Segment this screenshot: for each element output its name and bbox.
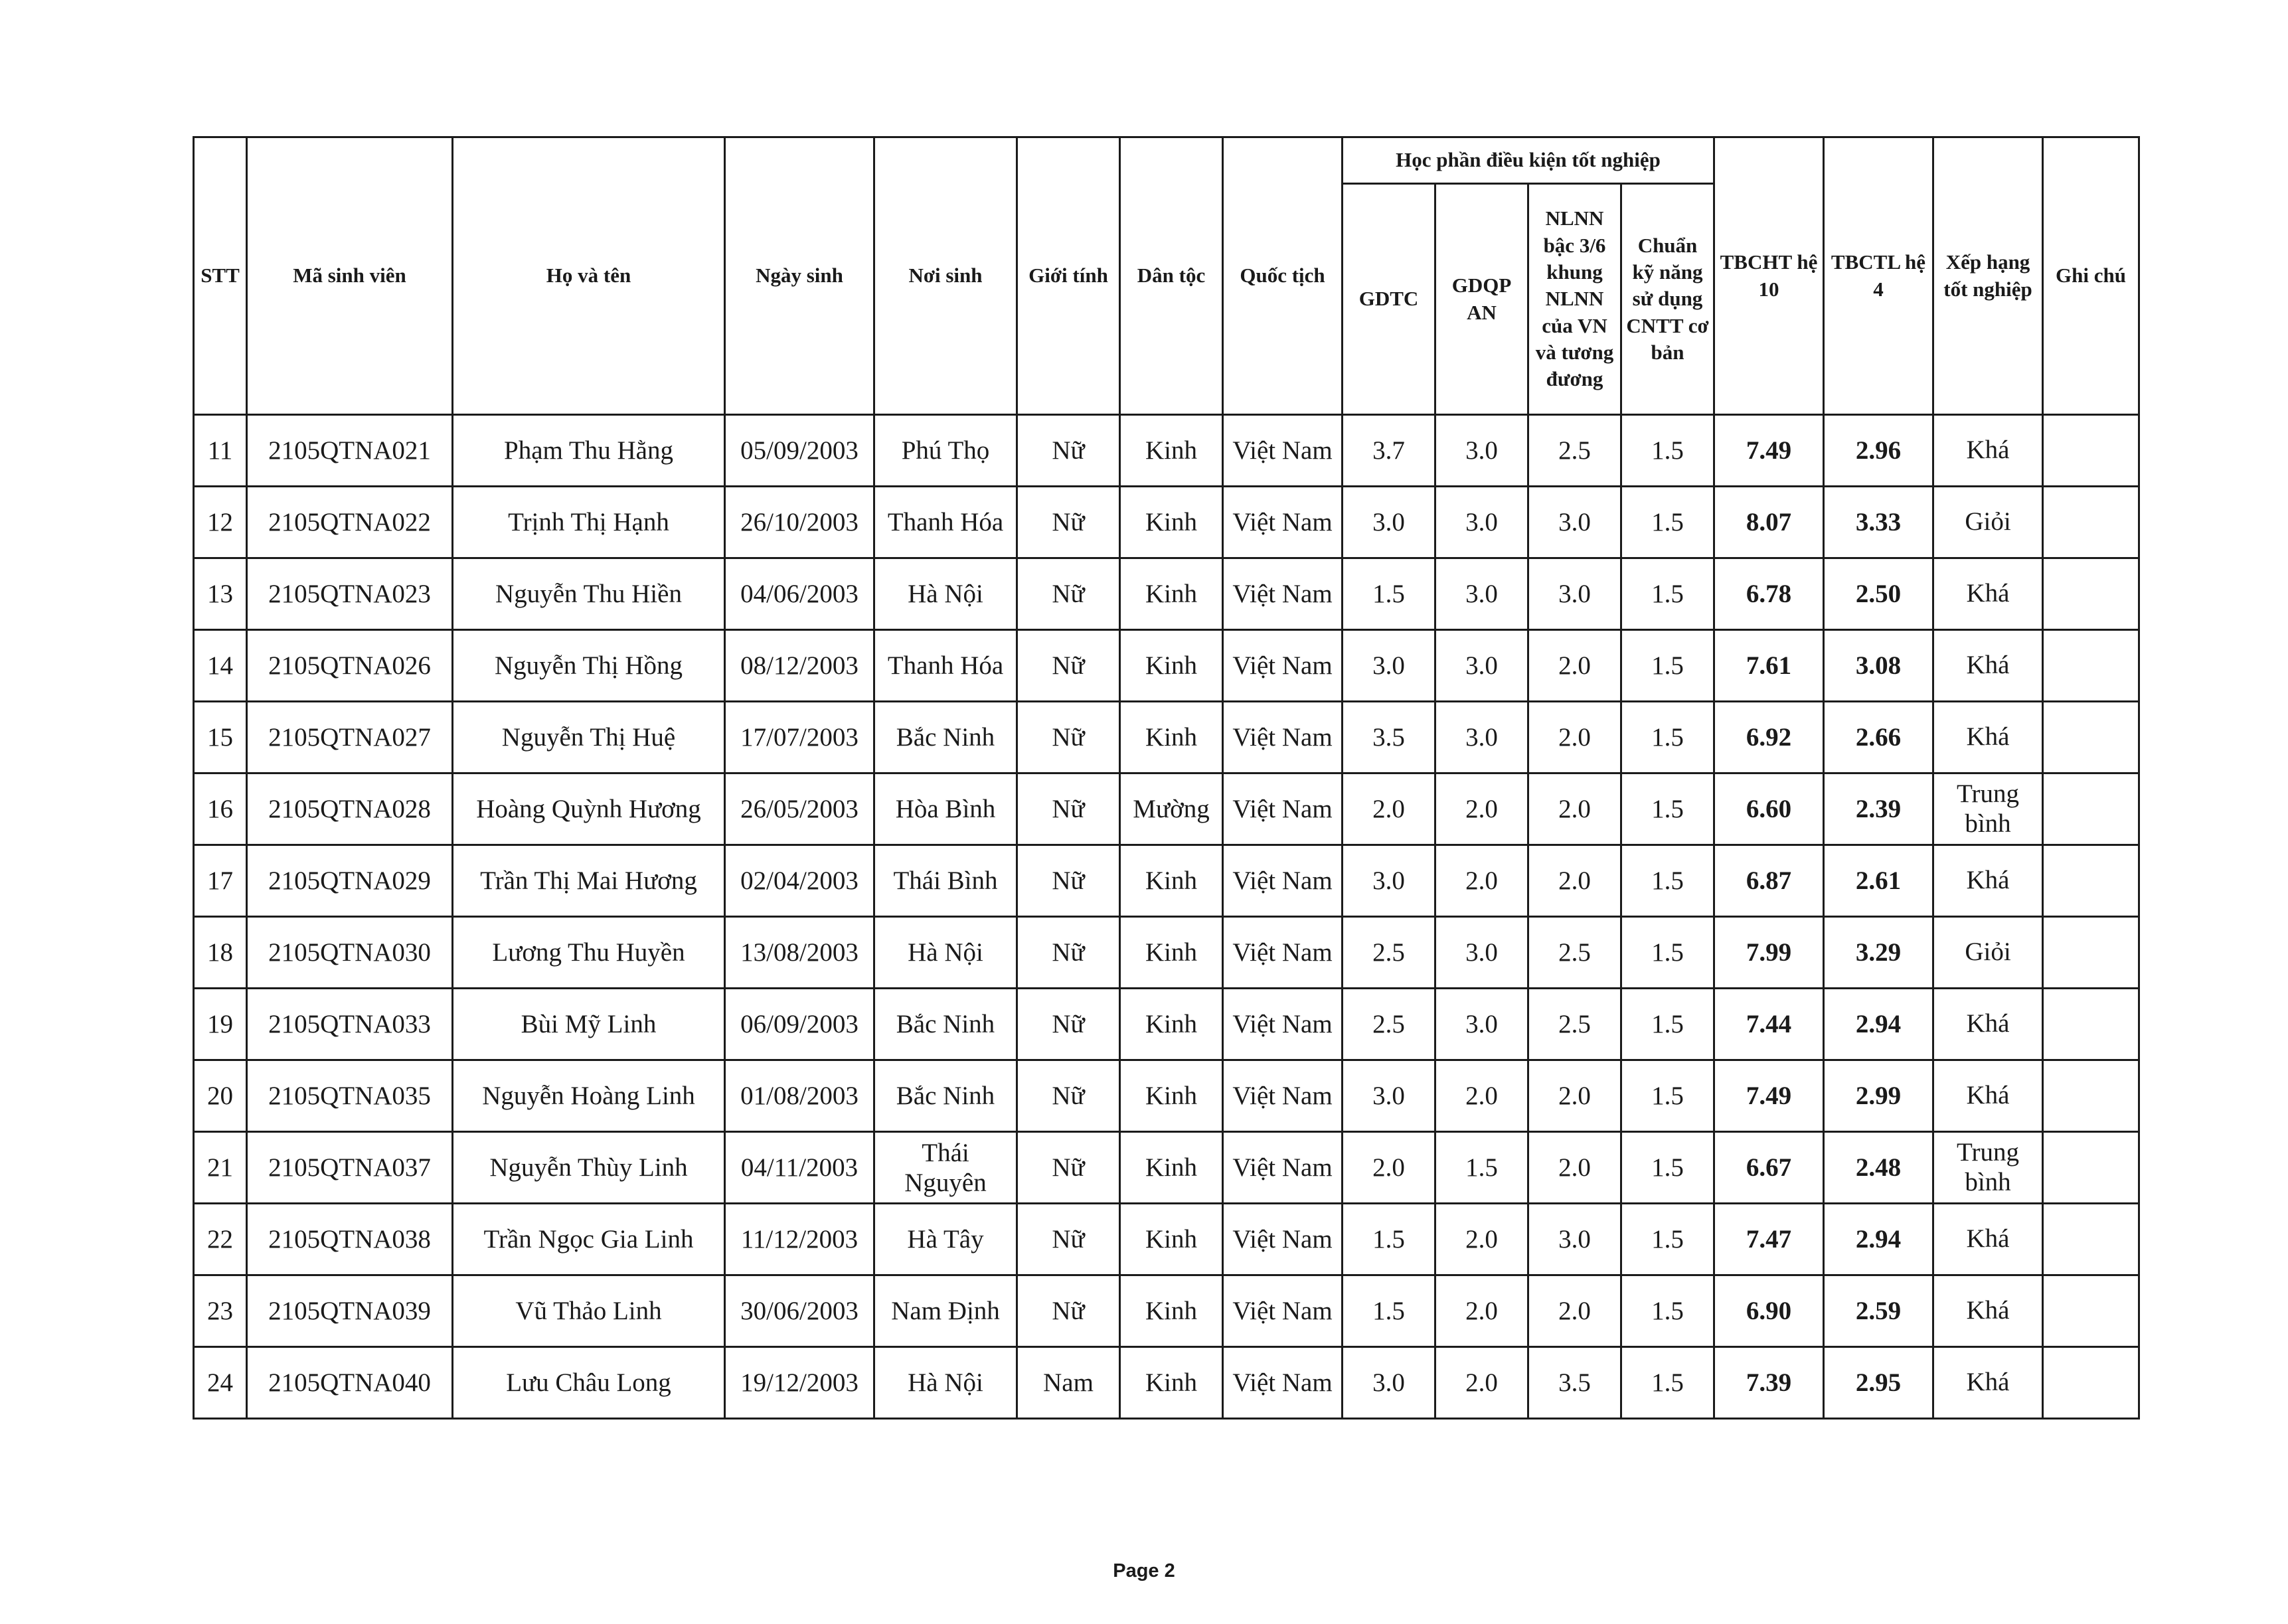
page-number: Page 2 [1113, 1560, 1175, 1582]
ethnicity-cell: Kinh [1120, 1132, 1223, 1204]
student-id-cell: 2105QTNA021 [247, 415, 453, 487]
stt-cell: 14 [194, 630, 247, 702]
gdtc-cell: 3.7 [1343, 415, 1435, 487]
nationality-cell: Việt Nam [1223, 773, 1343, 845]
gdqp-cell: 2.0 [1435, 845, 1528, 917]
col-group-graduation-conditions: Học phần điều kiện tốt nghiệp [1343, 137, 1714, 184]
col-graduation-rank: Xếp hạng tốt nghiệp [1933, 137, 2043, 415]
gdqp-cell: 3.0 [1435, 630, 1528, 702]
nationality-cell: Việt Nam [1223, 702, 1343, 773]
student-id-cell: 2105QTNA027 [247, 702, 453, 773]
gender-cell: Nữ [1017, 415, 1120, 487]
col-cntt: Chuẩn kỹ năng sử dụng CNTT cơ bản [1621, 184, 1714, 415]
stt-cell: 15 [194, 702, 247, 773]
student-id-cell: 2105QTNA023 [247, 558, 453, 630]
gdqp-cell: 3.0 [1435, 989, 1528, 1060]
cntt-cell: 1.5 [1621, 630, 1714, 702]
nlnn-cell: 2.0 [1528, 702, 1621, 773]
rank-cell: Giỏi [1933, 917, 2043, 989]
rank-cell: Khá [1933, 630, 2043, 702]
gender-cell: Nữ [1017, 702, 1120, 773]
birth-place-cell: Bắc Ninh [874, 989, 1017, 1060]
tbctl-cell: 3.08 [1824, 630, 1933, 702]
birth-place-cell: Nam Định [874, 1275, 1017, 1347]
tbcht-cell: 6.87 [1714, 845, 1824, 917]
name-cell: Trần Thị Mai Hương [453, 845, 725, 917]
birth-date-cell: 26/10/2003 [725, 487, 874, 558]
nationality-cell: Việt Nam [1223, 917, 1343, 989]
cntt-cell: 1.5 [1621, 845, 1714, 917]
gdqp-cell: 3.0 [1435, 415, 1528, 487]
table-row [194, 630, 2139, 702]
rank-cell: Khá [1933, 845, 2043, 917]
gender-cell: Nữ [1017, 1060, 1120, 1132]
tbctl-cell: 3.29 [1824, 917, 1933, 989]
nationality-cell: Việt Nam [1223, 487, 1343, 558]
birth-place-cell: Bắc Ninh [874, 702, 1017, 773]
stt-cell: 17 [194, 845, 247, 917]
nlnn-cell: 2.0 [1528, 630, 1621, 702]
note-cell [2043, 1275, 2139, 1347]
student-id-cell: 2105QTNA037 [247, 1132, 453, 1204]
note-cell [2043, 773, 2139, 845]
cntt-cell: 1.5 [1621, 1204, 1714, 1275]
cntt-cell: 1.5 [1621, 773, 1714, 845]
note-cell [2043, 1204, 2139, 1275]
gender-cell: Nữ [1017, 773, 1120, 845]
rank-cell: Trung bình [1933, 1132, 2043, 1204]
col-nationality: Quốc tịch [1223, 137, 1343, 415]
gdqp-cell: 3.0 [1435, 558, 1528, 630]
ethnicity-cell: Kinh [1120, 558, 1223, 630]
gender-cell: Nữ [1017, 1132, 1120, 1204]
name-cell: Hoàng Quỳnh Hương [453, 773, 725, 845]
birth-place-cell: Thanh Hóa [874, 487, 1017, 558]
table-row [194, 1347, 2139, 1419]
gdtc-cell: 2.0 [1343, 773, 1435, 845]
ethnicity-cell: Kinh [1120, 415, 1223, 487]
gender-cell: Nữ [1017, 989, 1120, 1060]
nlnn-cell: 2.5 [1528, 989, 1621, 1060]
gdtc-cell: 1.5 [1343, 1275, 1435, 1347]
birth-place-cell: Hà Tây [874, 1204, 1017, 1275]
birth-date-cell: 04/06/2003 [725, 558, 874, 630]
tbctl-cell: 2.39 [1824, 773, 1933, 845]
col-tbctl: TBCTL hệ 4 [1824, 137, 1933, 415]
birth-place-cell: Thái Bình [874, 845, 1017, 917]
tbcht-cell: 7.44 [1714, 989, 1824, 1060]
rank-cell: Khá [1933, 1060, 2043, 1132]
col-birth-date: Ngày sinh [725, 137, 874, 415]
gdtc-cell: 2.5 [1343, 917, 1435, 989]
gdqp-cell: 1.5 [1435, 1132, 1528, 1204]
gdtc-cell: 1.5 [1343, 558, 1435, 630]
col-tbcht: TBCHT hệ 10 [1714, 137, 1824, 415]
stt-cell: 22 [194, 1204, 247, 1275]
table-row [194, 702, 2139, 773]
stt-cell: 23 [194, 1275, 247, 1347]
gdtc-cell: 3.0 [1343, 845, 1435, 917]
rank-cell: Giỏi [1933, 487, 2043, 558]
gdqp-cell: 2.0 [1435, 1204, 1528, 1275]
nationality-cell: Việt Nam [1223, 989, 1343, 1060]
student-id-cell: 2105QTNA029 [247, 845, 453, 917]
tbcht-cell: 8.07 [1714, 487, 1824, 558]
student-id-cell: 2105QTNA022 [247, 487, 453, 558]
gender-cell: Nữ [1017, 487, 1120, 558]
note-cell [2043, 1060, 2139, 1132]
rank-cell: Khá [1933, 989, 2043, 1060]
table-row [194, 1275, 2139, 1347]
student-id-cell: 2105QTNA033 [247, 989, 453, 1060]
name-cell: Trịnh Thị Hạnh [453, 487, 725, 558]
student-id-cell: 2105QTNA040 [247, 1347, 453, 1419]
cntt-cell: 1.5 [1621, 1132, 1714, 1204]
birth-date-cell: 26/05/2003 [725, 773, 874, 845]
stt-cell: 11 [194, 415, 247, 487]
gender-cell: Nữ [1017, 1275, 1120, 1347]
birth-date-cell: 06/09/2003 [725, 989, 874, 1060]
gender-cell: Nam [1017, 1347, 1120, 1419]
table-row [194, 773, 2139, 845]
table-row [194, 1204, 2139, 1275]
table-row [194, 415, 2139, 487]
tbctl-cell: 2.95 [1824, 1347, 1933, 1419]
rank-cell: Khá [1933, 415, 2043, 487]
birth-place-cell: Thanh Hóa [874, 630, 1017, 702]
col-stt: STT [194, 137, 247, 415]
birth-date-cell: 01/08/2003 [725, 1060, 874, 1132]
nlnn-cell: 2.0 [1528, 1275, 1621, 1347]
nationality-cell: Việt Nam [1223, 415, 1343, 487]
cntt-cell: 1.5 [1621, 487, 1714, 558]
gdqp-cell: 2.0 [1435, 1060, 1528, 1132]
gdqp-cell: 2.0 [1435, 1275, 1528, 1347]
nationality-cell: Việt Nam [1223, 1275, 1343, 1347]
nlnn-cell: 3.0 [1528, 558, 1621, 630]
tbctl-cell: 2.66 [1824, 702, 1933, 773]
nationality-cell: Việt Nam [1223, 558, 1343, 630]
gdtc-cell: 3.0 [1343, 1060, 1435, 1132]
rank-cell: Khá [1933, 1275, 2043, 1347]
note-cell [2043, 415, 2139, 487]
student-id-cell: 2105QTNA039 [247, 1275, 453, 1347]
table-row [194, 845, 2139, 917]
tbcht-cell: 7.49 [1714, 415, 1824, 487]
cntt-cell: 1.5 [1621, 1275, 1714, 1347]
col-birth-place: Nơi sinh [874, 137, 1017, 415]
stt-cell: 18 [194, 917, 247, 989]
ethnicity-cell: Mường [1120, 773, 1223, 845]
gender-cell: Nữ [1017, 1204, 1120, 1275]
note-cell [2043, 1347, 2139, 1419]
name-cell: Nguyễn Thu Hiền [453, 558, 725, 630]
table-row [194, 487, 2139, 558]
student-id-cell: 2105QTNA028 [247, 773, 453, 845]
rank-cell: Khá [1933, 702, 2043, 773]
nationality-cell: Việt Nam [1223, 1204, 1343, 1275]
note-cell [2043, 989, 2139, 1060]
tbctl-cell: 2.48 [1824, 1132, 1933, 1204]
gdqp-cell: 3.0 [1435, 917, 1528, 989]
birth-date-cell: 02/04/2003 [725, 845, 874, 917]
col-student-id: Mã sinh viên [247, 137, 453, 415]
stt-cell: 13 [194, 558, 247, 630]
rank-cell: Trung bình [1933, 773, 2043, 845]
col-nlnn: NLNN bậc 3/6 khung NLNN của VN và tương đương [1528, 184, 1621, 415]
cntt-cell: 1.5 [1621, 702, 1714, 773]
col-full-name: Họ và tên [453, 137, 725, 415]
note-cell [2043, 558, 2139, 630]
tbctl-cell: 2.61 [1824, 845, 1933, 917]
table-row [194, 989, 2139, 1060]
nlnn-cell: 3.0 [1528, 1204, 1621, 1275]
gdtc-cell: 3.5 [1343, 702, 1435, 773]
gdqp-cell: 2.0 [1435, 1347, 1528, 1419]
table-row [194, 1060, 2139, 1132]
birth-date-cell: 04/11/2003 [725, 1132, 874, 1204]
tbcht-cell: 7.39 [1714, 1347, 1824, 1419]
nlnn-cell: 2.5 [1528, 415, 1621, 487]
gdtc-cell: 3.0 [1343, 1347, 1435, 1419]
name-cell: Vũ Thảo Linh [453, 1275, 725, 1347]
table-row [194, 558, 2139, 630]
name-cell: Phạm Thu Hằng [453, 415, 725, 487]
birth-place-cell: Hà Nội [874, 917, 1017, 989]
nationality-cell: Việt Nam [1223, 1347, 1343, 1419]
nationality-cell: Việt Nam [1223, 630, 1343, 702]
nlnn-cell: 2.5 [1528, 917, 1621, 989]
tbcht-cell: 7.61 [1714, 630, 1824, 702]
gdtc-cell: 2.5 [1343, 989, 1435, 1060]
stt-cell: 12 [194, 487, 247, 558]
tbctl-cell: 2.94 [1824, 1204, 1933, 1275]
birth-date-cell: 13/08/2003 [725, 917, 874, 989]
col-gender: Giới tính [1017, 137, 1120, 415]
gender-cell: Nữ [1017, 845, 1120, 917]
gdqp-cell: 3.0 [1435, 702, 1528, 773]
nlnn-cell: 2.0 [1528, 845, 1621, 917]
birth-date-cell: 19/12/2003 [725, 1347, 874, 1419]
tbcht-cell: 7.99 [1714, 917, 1824, 989]
student-rows [194, 415, 2139, 1419]
stt-cell: 24 [194, 1347, 247, 1419]
cntt-cell: 1.5 [1621, 558, 1714, 630]
nationality-cell: Việt Nam [1223, 845, 1343, 917]
ethnicity-cell: Kinh [1120, 1347, 1223, 1419]
gender-cell: Nữ [1017, 558, 1120, 630]
birth-place-cell: Hà Nội [874, 558, 1017, 630]
ethnicity-cell: Kinh [1120, 989, 1223, 1060]
gdtc-cell: 3.0 [1343, 630, 1435, 702]
student-id-cell: 2105QTNA038 [247, 1204, 453, 1275]
nlnn-cell: 3.0 [1528, 487, 1621, 558]
tbctl-cell: 2.99 [1824, 1060, 1933, 1132]
nationality-cell: Việt Nam [1223, 1132, 1343, 1204]
cntt-cell: 1.5 [1621, 1060, 1714, 1132]
birth-place-cell: Phú Thọ [874, 415, 1017, 487]
birth-place-cell: Hà Nội [874, 1347, 1017, 1419]
note-cell [2043, 917, 2139, 989]
ethnicity-cell: Kinh [1120, 1275, 1223, 1347]
birth-date-cell: 05/09/2003 [725, 415, 874, 487]
name-cell: Bùi Mỹ Linh [453, 989, 725, 1060]
table-row [194, 1132, 2139, 1204]
stt-cell: 21 [194, 1132, 247, 1204]
name-cell: Nguyễn Hoàng Linh [453, 1060, 725, 1132]
birth-date-cell: 30/06/2003 [725, 1275, 874, 1347]
nlnn-cell: 2.0 [1528, 773, 1621, 845]
name-cell: Nguyễn Thị Huệ [453, 702, 725, 773]
name-cell: Trần Ngọc Gia Linh [453, 1204, 725, 1275]
col-ethnicity: Dân tộc [1120, 137, 1223, 415]
note-cell [2043, 845, 2139, 917]
note-cell [2043, 487, 2139, 558]
name-cell: Lương Thu Huyền [453, 917, 725, 989]
nlnn-cell: 2.0 [1528, 1132, 1621, 1204]
ethnicity-cell: Kinh [1120, 630, 1223, 702]
gdtc-cell: 3.0 [1343, 487, 1435, 558]
ethnicity-cell: Kinh [1120, 1060, 1223, 1132]
table-row [194, 917, 2139, 989]
cntt-cell: 1.5 [1621, 917, 1714, 989]
student-table [193, 136, 2140, 1420]
student-id-cell: 2105QTNA030 [247, 917, 453, 989]
cntt-cell: 1.5 [1621, 989, 1714, 1060]
tbctl-cell: 2.96 [1824, 415, 1933, 487]
tbcht-cell: 7.49 [1714, 1060, 1824, 1132]
tbctl-cell: 2.94 [1824, 989, 1933, 1060]
birth-date-cell: 11/12/2003 [725, 1204, 874, 1275]
col-gdqp: GDQP AN [1435, 184, 1528, 415]
tbcht-cell: 6.92 [1714, 702, 1824, 773]
cntt-cell: 1.5 [1621, 415, 1714, 487]
cntt-cell: 1.5 [1621, 1347, 1714, 1419]
col-gdtc: GDTC [1343, 184, 1435, 415]
gdtc-cell: 2.0 [1343, 1132, 1435, 1204]
gdqp-cell: 2.0 [1435, 773, 1528, 845]
ethnicity-cell: Kinh [1120, 487, 1223, 558]
col-notes: Ghi chú [2043, 137, 2139, 415]
graduation-list-sheet [193, 136, 2140, 1420]
gender-cell: Nữ [1017, 630, 1120, 702]
note-cell [2043, 1132, 2139, 1204]
ethnicity-cell: Kinh [1120, 845, 1223, 917]
gdtc-cell: 1.5 [1343, 1204, 1435, 1275]
birth-place-cell: Thái Nguyên [874, 1132, 1017, 1204]
tbcht-cell: 6.90 [1714, 1275, 1824, 1347]
name-cell: Lưu Châu Long [453, 1347, 725, 1419]
nationality-cell: Việt Nam [1223, 1060, 1343, 1132]
note-cell [2043, 702, 2139, 773]
stt-cell: 16 [194, 773, 247, 845]
name-cell: Nguyễn Thùy Linh [453, 1132, 725, 1204]
tbctl-cell: 3.33 [1824, 487, 1933, 558]
stt-cell: 19 [194, 989, 247, 1060]
birth-date-cell: 17/07/2003 [725, 702, 874, 773]
ethnicity-cell: Kinh [1120, 917, 1223, 989]
tbcht-cell: 6.60 [1714, 773, 1824, 845]
stt-cell: 20 [194, 1060, 247, 1132]
gender-cell: Nữ [1017, 917, 1120, 989]
ethnicity-cell: Kinh [1120, 702, 1223, 773]
tbcht-cell: 7.47 [1714, 1204, 1824, 1275]
birth-place-cell: Hòa Bình [874, 773, 1017, 845]
nlnn-cell: 3.5 [1528, 1347, 1621, 1419]
tbcht-cell: 6.78 [1714, 558, 1824, 630]
ethnicity-cell: Kinh [1120, 1204, 1223, 1275]
tbctl-cell: 2.59 [1824, 1275, 1933, 1347]
name-cell: Nguyễn Thị Hồng [453, 630, 725, 702]
rank-cell: Khá [1933, 1204, 2043, 1275]
birth-place-cell: Bắc Ninh [874, 1060, 1017, 1132]
rank-cell: Khá [1933, 1347, 2043, 1419]
note-cell [2043, 630, 2139, 702]
rank-cell: Khá [1933, 558, 2043, 630]
student-id-cell: 2105QTNA035 [247, 1060, 453, 1132]
tbcht-cell: 6.67 [1714, 1132, 1824, 1204]
tbctl-cell: 2.50 [1824, 558, 1933, 630]
gdqp-cell: 3.0 [1435, 487, 1528, 558]
student-id-cell: 2105QTNA026 [247, 630, 453, 702]
nlnn-cell: 2.0 [1528, 1060, 1621, 1132]
birth-date-cell: 08/12/2003 [725, 630, 874, 702]
